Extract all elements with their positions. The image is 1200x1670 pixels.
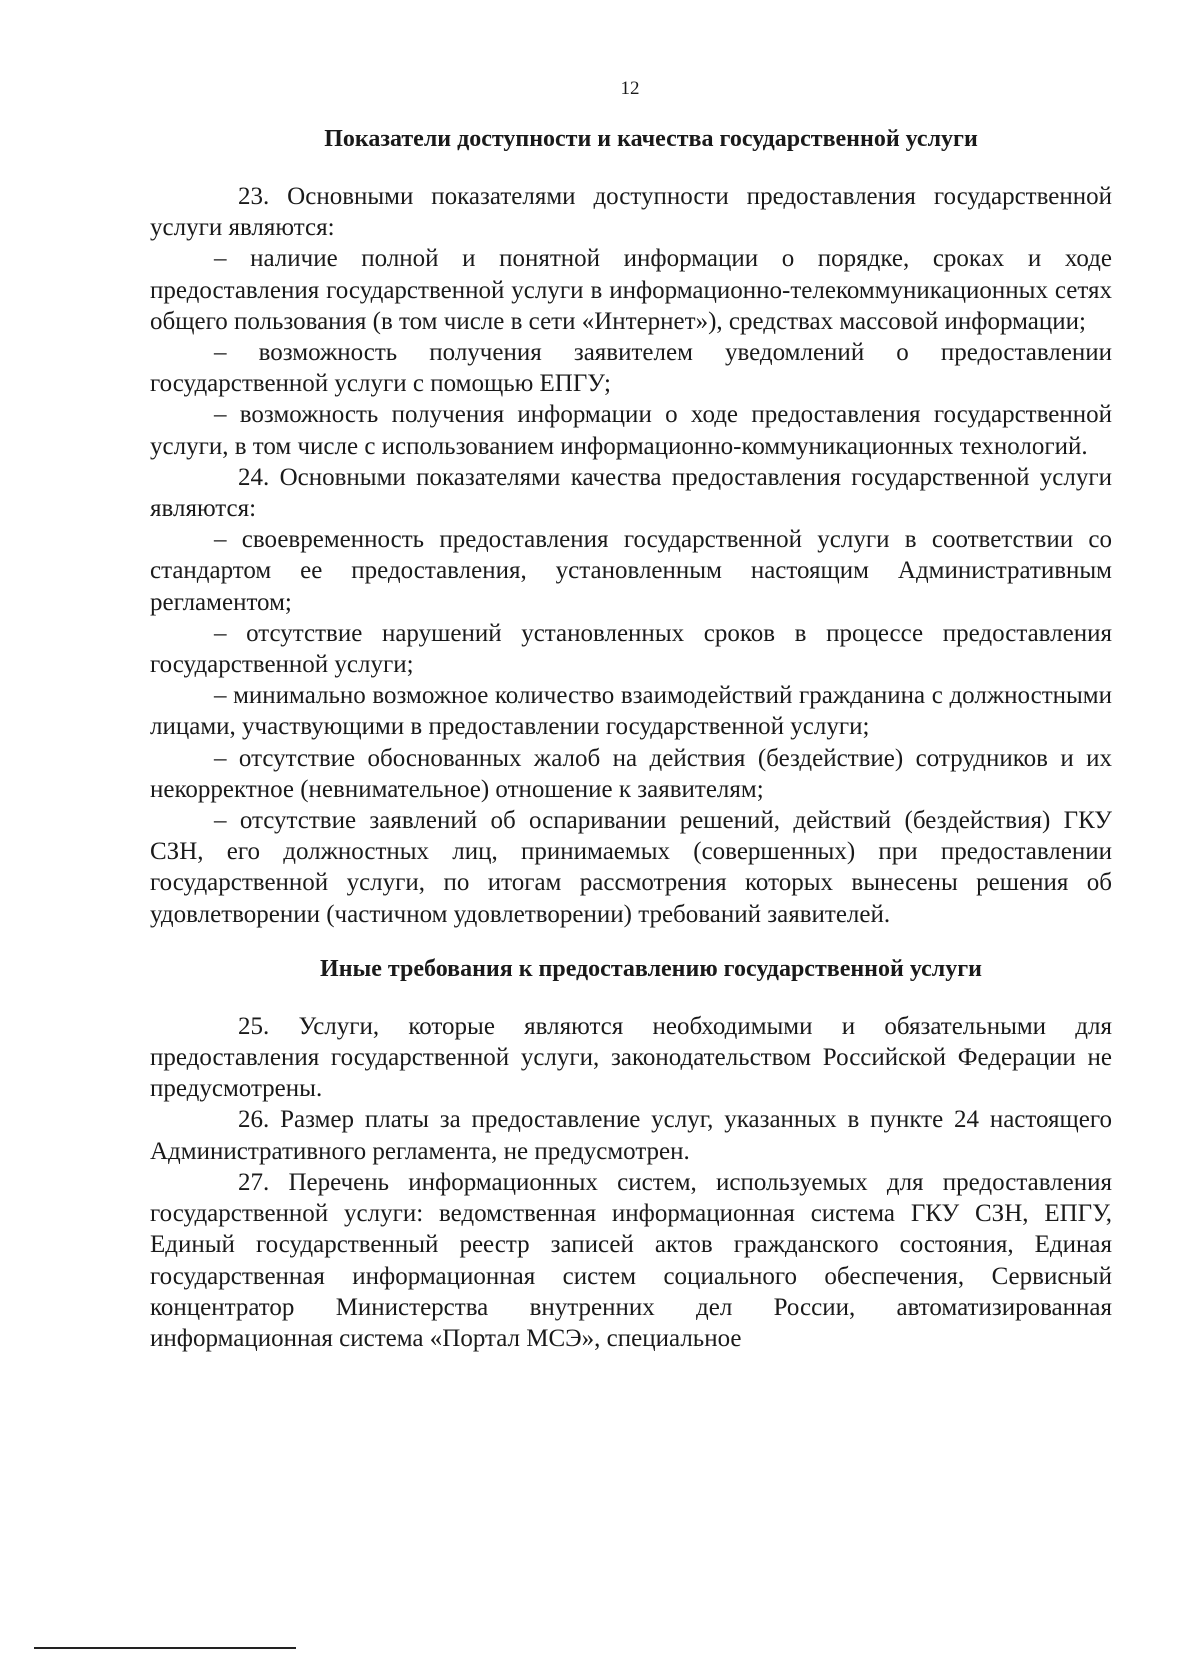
list-item: – наличие полной и понятной информации о порядке, сроках и ходе предоставления государственной услуги в информационно-телекоммуникационных сетях общего пользования (в том числе в сети «Интернет»), средствах массовой информации; [150, 245, 1112, 335]
list-item: – возможность получения информации о ходе предоставления государственной услуги, в том числе с использованием информационно-коммуникационных технологий. [150, 401, 1112, 460]
list-item: – отсутствие нарушений установленных сроков в процессе предоставления государственной услуги; [150, 619, 1112, 679]
paragraph-25: 25. Услуги, которые являются необходимыми и обязательными для предоставления государственной услуги, законодательством Российской Федерации не предусмотрены. [150, 1012, 1112, 1103]
document-body [150, 124, 1112, 1354]
paragraph-26: 26. Размер платы за предоставление услуг, указанных в пункте 24 настоящего Административного регламента, не предусмотрен. [150, 1106, 1112, 1165]
section-heading-accessibility: Показатели доступности и качества государственной услуги [324, 126, 978, 152]
list-item: – возможность получения заявителем уведомлений о предоставлении государственной услуги с помощью ЕПГУ; [150, 339, 1112, 398]
list-item: – своевременность предоставления государственной услуги в соответствии со стандартом ее предоставления, установленным настоящим Административным регламентом; [150, 526, 1112, 616]
list-item: – минимально возможное количество взаимодействий гражданина с должностными лицами, участвующими в предоставлении государственной услуги; [150, 682, 1112, 741]
paragraph-23: 23. Основными показателями доступности предоставления государственной услуги являются: [150, 183, 1112, 242]
paragraph-24: 24. Основными показателями качества предоставления государственной услуги являются: [150, 463, 1112, 523]
list-item: – отсутствие заявлений об оспаривании решений, действий (бездействия) ГКУ СЗН, его должностных лиц, принимаемых (совершенных) при предоставлении государственной услуги, по итогам рассмотрения которых вынесены решения об удовлетворении (частичном удовлетворении) требований заявителей. [150, 807, 1112, 928]
paragraph-27: 27. Перечень информационных систем, используемых для предоставления государственной услуги: ведомственная информационная система ГКУ СЗН, ЕПГУ, Единый государственный реестр записей актов гражданского состояния, Единая государственная информационная систем социального обеспечения, Сервисный концентратор Министерства внутренних дел России, автоматизированная информационная система «Портал МСЭ», специальное [150, 1168, 1112, 1352]
footnote-separator [34, 1647, 296, 1649]
section-heading-other-requirements: Иные требования к предоставлению государственной услуги [320, 955, 982, 982]
list-item: – отсутствие обоснованных жалоб на действия (бездействие) сотрудников и их некорректное (невнимательное) отношение к заявителям; [150, 744, 1112, 803]
page-number: 12 [620, 78, 640, 99]
